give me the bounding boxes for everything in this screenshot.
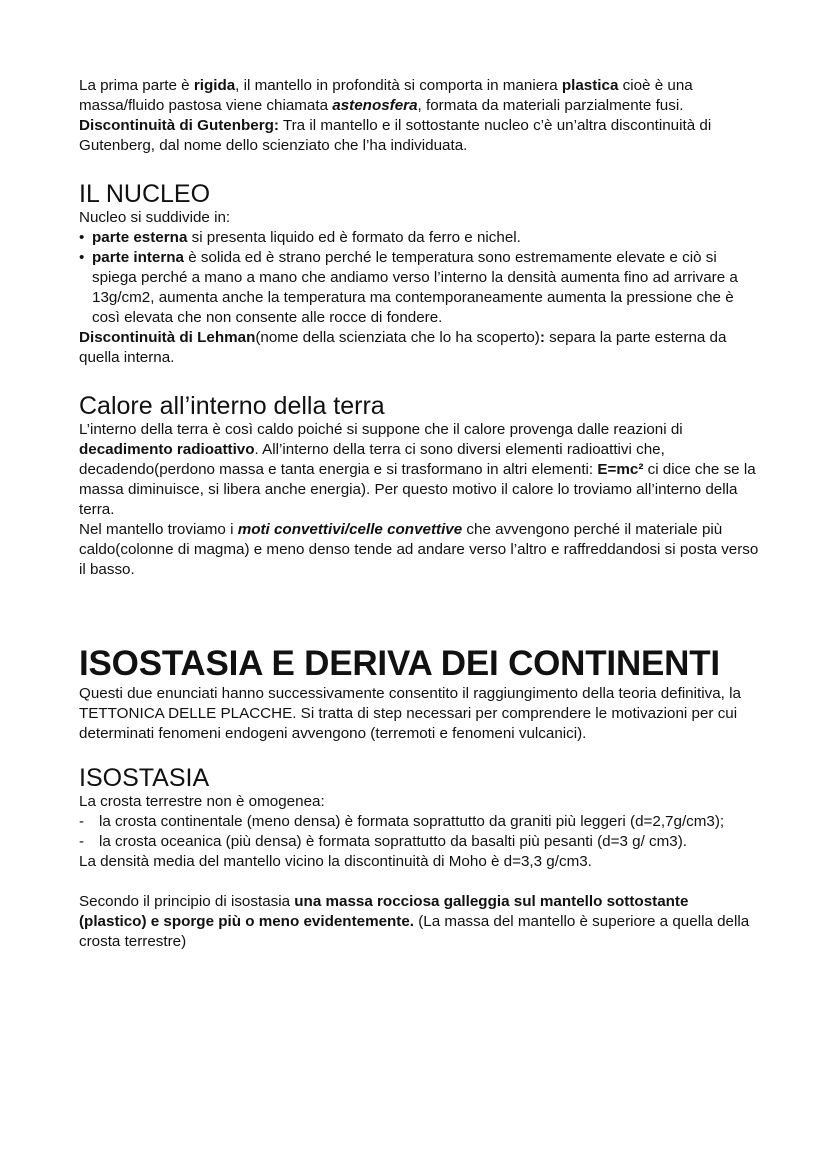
list-item: - la crosta oceanica (più densa) è formata soprattutto da basalti più pesanti (d=3 g/ cm3). <box>79 833 687 850</box>
term-plastica: plastica <box>561 77 619 94</box>
formula-emc2: E=mc² <box>597 461 644 478</box>
list-item: - la crosta continentale (meno densa) è formata soprattutto da graniti più leggeri (d=2,7g/cm3); <box>79 813 725 830</box>
intro-paragraph: La prima parte è rigida, il mantello in profondità si comporta in maniera plastica cioè è una massa/fluido pastosa viene chiamata astenosfera, formata da materiali parzialmente fusi. <box>79 77 693 114</box>
isostasia-lead: La crosta terrestre non è omogenea: <box>79 793 325 810</box>
dash-marker: - <box>79 833 85 850</box>
list-item: • parte esterna si presenta liquido ed è formato da ferro e nichel. <box>79 229 521 246</box>
convection-paragraph: Nel mantello troviamo i moti convettivi/celle convettive che avvengono perché il materiale più caldo(colonne di magma) e meno denso tende ad andare verso l’altro e raffreddandosi si posta verso il basso. <box>79 521 759 578</box>
term-lehman: Discontinuità di Lehman <box>79 329 256 346</box>
nucleo-lead: Nucleo si suddivide in: <box>79 209 231 226</box>
document-page <box>79 76 759 952</box>
term-astenosfera: astenosfera <box>332 97 418 114</box>
gutenberg-paragraph: Discontinuità di Gutenberg: Tra il mantello e il sottostante nucleo c’è un’altra discontinuità di Gutenberg, dal nome dello scienziato che l’ha individuata. <box>79 117 712 154</box>
isostasia-deriva-paragraph: Questi due enunciati hanno successivamente consentito il raggiungimento della teoria definitiva, la TETTONICA DELLE PLACCHE. Si tratta di step necessari per comprendere le motivazioni per cui determinati fenomeni endogeni avvengono (terremoti e fenomeni vulcanici). <box>79 685 741 742</box>
moho-density: La densità media del mantello vicino la discontinuità di Moho è d=3,3 g/cm3. <box>79 853 592 870</box>
isostasia-deriva-heading: ISOSTASIA E DERIVA DEI CONTINENTI <box>79 644 720 683</box>
list-item: • parte interna è solida ed è strano perché le temperatura sono estremamente elevate e ciò si spiega perché a mano a mano che andiamo verso l’interno la densità aumenta fino ad arrivare a 13g/cm2, aumenta anche la temperatura ma contemporaneamente aumenta la pressione che è così elevata che non consente alle rocce di fondere. <box>79 249 738 326</box>
calore-heading: Calore all’interno della terra <box>79 392 385 420</box>
nucleo-heading: IL NUCLEO <box>79 180 211 208</box>
crosta-list <box>79 812 759 852</box>
principle-paragraph: Secondo il principio di isostasia una massa rocciosa galleggia sul mantello sottostante (plastico) e sporge più o meno evidentemente. (La massa del mantello è superiore a quella della crosta terrestre) <box>79 893 750 950</box>
nucleo-list <box>79 228 759 328</box>
bullet-marker: • <box>79 249 85 266</box>
bullet-marker: • <box>79 229 85 246</box>
principle-statement: una massa rocciosa galleggia sul mantello sottostante (plastico) e sporge più o meno evidentemente. <box>79 893 689 930</box>
term-moti-convettivi: moti convettivi/celle convettive <box>237 521 463 538</box>
term-gutenberg: Discontinuità di Gutenberg: <box>79 117 279 134</box>
lehman-paragraph: Discontinuità di Lehman(nome della scienziata che lo ha scoperto): separa la parte esterna da quella interna. <box>79 329 727 366</box>
dash-marker: - <box>79 813 85 830</box>
term-rigida: rigida <box>193 77 236 94</box>
calore-paragraph: L’interno della terra è così caldo poiché si suppone che il calore provenga dalle reazioni di decadimento radioattivo. All’interno della terra ci sono diversi elementi radioattivi che, decadendo(perdono massa e tanta energia e si trasformano in altri elementi: E=mc² ci dice che se la massa diminuisce, si libera anche energia). Per questo motivo il calore lo troviamo all’interno della terra. <box>79 421 756 518</box>
isostasia-heading: ISOSTASIA <box>79 764 210 792</box>
term-decadimento: decadimento radioattivo <box>79 441 255 458</box>
